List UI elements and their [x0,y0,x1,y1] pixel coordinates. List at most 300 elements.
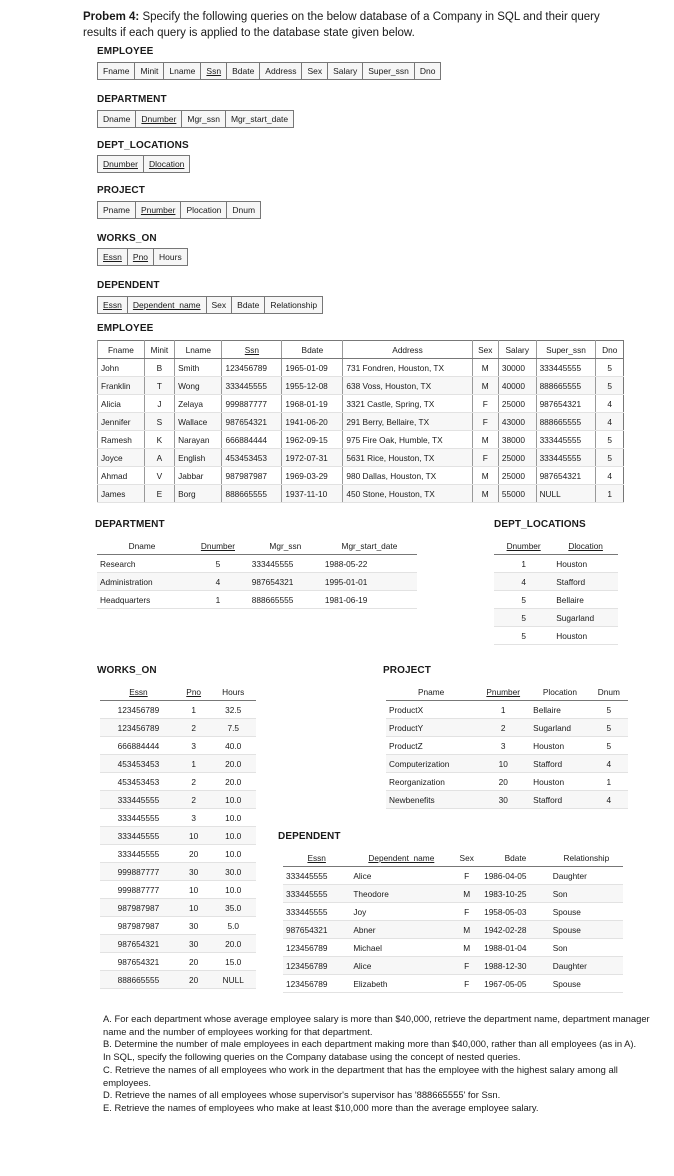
table-cell: 987654321 [283,921,350,939]
table-cell: 10 [177,827,211,845]
column-header: Pnumber [476,683,530,701]
table-row [98,395,624,413]
table-cell: Stafford [553,573,618,591]
table-cell: 10.0 [210,827,256,845]
table-cell: 999887777 [100,863,177,881]
table-cell: 4 [596,413,624,431]
table-cell: 888665555 [536,377,596,395]
table-cell: S [144,413,174,431]
table-cell: Alice [350,957,452,975]
table-row [283,975,623,993]
table-cell: 10.0 [210,791,256,809]
table-row [100,863,256,881]
table-cell: 987654321 [536,467,596,485]
table-cell: Michael [350,939,452,957]
schema-attribute: Lname [164,63,201,79]
schema-attribute: Dname [98,111,136,127]
table-cell: 888665555 [536,413,596,431]
table-row [100,953,256,971]
table-cell: 3321 Castle, Spring, TX [343,395,472,413]
table-cell: J [144,395,174,413]
column-header: Essn [283,849,350,867]
column-header: Dlocation [553,537,618,555]
schema-attribute: Sex [207,297,233,313]
dependent-table-label: DEPENDENT [278,831,341,842]
table-cell: Daughter [550,957,623,975]
table-row [283,885,623,903]
table-cell: 4 [590,755,628,773]
column-header: Dnumber [187,537,249,555]
table-cell: 999887777 [100,881,177,899]
table-cell: Abner [350,921,452,939]
table-row [98,413,624,431]
table-cell: 888665555 [222,485,282,503]
table-cell: 987654321 [100,953,177,971]
works-on-table [100,683,256,989]
schema-works-on [97,248,188,266]
table-cell: 5 [590,737,628,755]
table-cell: ProductZ [386,737,476,755]
table-cell: Joy [350,903,452,921]
column-header: Dname [97,537,187,555]
table-cell: Joyce [98,449,145,467]
table-cell: Newbenefits [386,791,476,809]
table-cell: F [472,449,498,467]
table-row [100,899,256,917]
table-cell: Franklin [98,377,145,395]
table-cell: 123456789 [283,975,350,993]
table-cell: 987654321 [100,935,177,953]
table-cell: 1942-02-28 [481,921,550,939]
problem-heading: Probem 4: [83,11,140,23]
table-row [494,573,618,591]
table-cell: Ahmad [98,467,145,485]
table-row [494,609,618,627]
table-row [100,809,256,827]
department-table-label: DEPARTMENT [95,519,165,530]
table-cell: Daughter [550,867,623,885]
table-cell: ProductY [386,719,476,737]
table-row [386,701,628,719]
table-cell: 888665555 [249,591,322,609]
table-cell: 987987987 [100,917,177,935]
project-table [386,683,628,809]
table-row [494,555,618,573]
table-row [494,627,618,645]
table-cell: M [472,377,498,395]
table-cell: 731 Fondren, Houston, TX [343,359,472,377]
table-row [283,957,623,975]
table-cell: 5 [590,719,628,737]
table-cell: 20.0 [210,935,256,953]
table-cell: 15.0 [210,953,256,971]
table-header-row [494,537,618,555]
schema-attribute: Essn [98,297,128,313]
schema-attribute: Pname [98,202,136,218]
question-item: C. Retrieve the names of all employees who work in the department that has the employee with the highest salary among all employees. [103,1063,618,1088]
column-header: Sex [472,341,498,359]
table-cell: 450 Stone, Houston, TX [343,485,472,503]
table-cell: Reorganization [386,773,476,791]
table-cell: 7.5 [210,719,256,737]
table-cell: 1988-05-22 [322,555,417,573]
table-cell: Houston [530,737,590,755]
table-cell: 123456789 [100,701,177,719]
table-cell: 333445555 [100,845,177,863]
schema-dept-locations [97,155,190,173]
table-cell: 20.0 [210,755,256,773]
schema-attribute: Plocation [181,202,227,218]
column-header: Address [343,341,472,359]
table-cell: 123456789 [100,719,177,737]
question-item: D. Retrieve the names of all employees whose supervisor's supervisor has '888665555' for Ssn. [103,1089,501,1101]
table-cell: Jabbar [175,467,222,485]
table-cell: 35.0 [210,899,256,917]
table-cell: 1955-12-08 [282,377,343,395]
table-row [100,917,256,935]
table-cell: 999887777 [222,395,282,413]
table-cell: 4 [590,791,628,809]
table-cell: 38000 [498,431,536,449]
table-cell: 55000 [498,485,536,503]
table-cell: Jennifer [98,413,145,431]
table-row [97,555,417,573]
questions [103,1013,651,1115]
table-row [100,701,256,719]
table-row [100,881,256,899]
table-cell: 30 [476,791,530,809]
table-cell: V [144,467,174,485]
table-cell: Narayan [175,431,222,449]
table-cell: 20.0 [210,773,256,791]
table-cell: 333445555 [222,377,282,395]
schema-attribute: Super_ssn [363,63,415,79]
table-cell: Wong [175,377,222,395]
table-cell: 30 [177,863,211,881]
project-table-label: PROJECT [383,665,431,676]
schema-attribute: Bdate [232,297,265,313]
column-header: Relationship [550,849,623,867]
table-cell: Computerization [386,755,476,773]
column-header: Pname [386,683,476,701]
table-cell: M [472,359,498,377]
table-row [100,719,256,737]
table-row [100,935,256,953]
table-cell: 1981-06-19 [322,591,417,609]
table-cell: 1 [590,773,628,791]
table-cell: 4 [187,573,249,591]
dept-locations-table [494,537,618,645]
table-cell: Wallace [175,413,222,431]
table-row [100,791,256,809]
table-cell: 30 [177,935,211,953]
table-cell: Headquarters [97,591,187,609]
table-cell: A [144,449,174,467]
table-row [283,939,623,957]
table-cell: English [175,449,222,467]
table-cell: 10.0 [210,845,256,863]
table-cell: 123456789 [283,939,350,957]
table-row [100,845,256,863]
table-cell: 40000 [498,377,536,395]
table-cell: K [144,431,174,449]
column-header: Pno [177,683,211,701]
table-row [386,737,628,755]
column-header: Sex [452,849,481,867]
table-cell: 10 [177,881,211,899]
table-cell: 1941-06-20 [282,413,343,431]
table-cell: NULL [210,971,256,989]
schema-attribute: Minit [135,63,164,79]
table-cell: 987987987 [222,467,282,485]
table-row [386,773,628,791]
table-cell: Son [550,885,623,903]
table-cell: 666884444 [222,431,282,449]
table-cell: 1 [476,701,530,719]
table-row [98,485,624,503]
table-cell: 30 [177,917,211,935]
table-cell: 1968-01-19 [282,395,343,413]
table-cell: 1 [187,591,249,609]
table-cell: 980 Dallas, Houston, TX [343,467,472,485]
schema-project [97,201,261,219]
table-row [98,359,624,377]
table-cell: F [472,395,498,413]
table-cell: 333445555 [100,791,177,809]
table-cell: Stafford [530,755,590,773]
table-cell: 30000 [498,359,536,377]
table-cell: 3 [177,809,211,827]
table-cell: Son [550,939,623,957]
table-cell: 1988-12-30 [481,957,550,975]
schema-works-on-label: WORKS_ON [97,233,157,244]
table-cell: 1958-05-03 [481,903,550,921]
table-cell: 4 [494,573,553,591]
table-cell: Alice [350,867,452,885]
table-cell: 3 [476,737,530,755]
table-cell: 123456789 [222,359,282,377]
table-cell: 1983-10-25 [481,885,550,903]
table-cell: 1 [596,485,624,503]
employee-table-label: EMPLOYEE [97,323,154,334]
table-cell: 3 [177,737,211,755]
table-cell: Sugarland [530,719,590,737]
table-cell: M [452,939,481,957]
table-row [98,431,624,449]
table-cell: M [472,431,498,449]
table-cell: 4 [596,395,624,413]
dependent-table [283,849,623,993]
table-cell: 333445555 [536,449,596,467]
problem-statement [83,9,603,41]
table-row [98,449,624,467]
table-cell: 20 [177,953,211,971]
table-cell: 20 [476,773,530,791]
table-cell: Stafford [530,791,590,809]
table-cell: Elizabeth [350,975,452,993]
schema-attribute: Dnum [232,205,256,215]
table-cell: 987987987 [100,899,177,917]
table-cell: 453453453 [100,755,177,773]
schema-attribute: Ssn [201,63,227,79]
table-cell: 1995-01-01 [322,573,417,591]
table-cell: 10.0 [210,809,256,827]
column-header: Hours [210,683,256,701]
table-cell: 333445555 [100,809,177,827]
column-header: Fname [98,341,145,359]
table-cell: 5 [596,377,624,395]
table-row [283,867,623,885]
table-cell: 1 [177,701,211,719]
table-header-row [97,537,417,555]
table-cell: 10.0 [210,881,256,899]
table-cell: NULL [536,485,596,503]
schema-attribute: Pnumber [136,202,182,218]
table-cell: 5 [494,591,553,609]
table-cell: 32.5 [210,701,256,719]
column-header: Salary [498,341,536,359]
table-cell: Theodore [350,885,452,903]
column-header: Bdate [481,849,550,867]
schema-attribute: Dependent_name [128,297,207,313]
schema-attribute: Salary [328,63,363,79]
table-cell: Smith [175,359,222,377]
table-cell: 5 [596,359,624,377]
column-header: Mgr_ssn [249,537,322,555]
table-cell: 2 [177,791,211,809]
table-cell: 987654321 [249,573,322,591]
column-header: Plocation [530,683,590,701]
table-row [98,377,624,395]
table-cell: 30.0 [210,863,256,881]
question-item: A. For each department whose average employee salary is more than $40,000, retrieve the department name, department manager name and the number of employees working for that department. [103,1013,650,1037]
schema-attribute: Dnumber [98,156,144,172]
table-row [100,827,256,845]
table-cell: 333445555 [249,555,322,573]
table-cell: F [452,975,481,993]
table-cell: 1988-01-04 [481,939,550,957]
schema-attribute: Essn [98,249,128,265]
table-cell: 1972-07-31 [282,449,343,467]
table-cell: 987654321 [536,395,596,413]
table-cell: 123456789 [283,957,350,975]
table-cell: 666884444 [100,737,177,755]
schema-employee-label: EMPLOYEE [97,46,154,57]
column-header: Bdate [282,341,343,359]
schema-project-label: PROJECT [97,185,145,196]
table-cell: Administration [97,573,187,591]
schema-attribute: Hours [159,252,182,262]
table-cell: Ramesh [98,431,145,449]
table-row [100,773,256,791]
table-cell: 25000 [498,467,536,485]
table-cell: 1962-09-15 [282,431,343,449]
table-cell: 2 [177,719,211,737]
schema-attribute: Mgr_start_date [230,114,289,124]
table-row [386,755,628,773]
table-row [100,737,256,755]
schema-attribute: Address [260,63,302,79]
table-row [97,591,417,609]
table-cell: Spouse [550,975,623,993]
table-cell: B [144,359,174,377]
table-header-row [386,683,628,701]
column-header: Mgr_start_date [322,537,417,555]
table-cell: 1967-05-05 [481,975,550,993]
table-row [283,903,623,921]
table-cell: F [452,867,481,885]
column-header: Dnumber [494,537,553,555]
table-row [98,467,624,485]
schema-attribute: Fname [98,63,135,79]
table-cell: 20 [177,845,211,863]
table-cell: 5 [590,701,628,719]
table-cell: 10 [476,755,530,773]
table-cell: ProductX [386,701,476,719]
table-cell: Spouse [550,921,623,939]
table-cell: 333445555 [100,827,177,845]
table-cell: 4 [596,467,624,485]
schema-dependent [97,296,323,314]
table-cell: 1986-04-05 [481,867,550,885]
table-cell: Alicia [98,395,145,413]
question-item: In SQL, specify the following queries on the Company database using the concept of nested queries. [103,1051,521,1063]
schema-attribute: Relationship [270,300,318,310]
table-cell: Sugarland [553,609,618,627]
schema-department-label: DEPARTMENT [97,94,167,105]
table-cell: 5 [494,609,553,627]
table-cell: 975 Fire Oak, Humble, TX [343,431,472,449]
table-cell: 1969-03-29 [282,467,343,485]
department-table [97,537,417,609]
table-header-row [98,341,624,359]
table-cell: 10 [177,899,211,917]
table-header-row [100,683,256,701]
table-row [97,573,417,591]
column-header: Dnum [590,683,628,701]
schema-attribute: Dno [419,66,436,76]
table-cell: John [98,359,145,377]
table-cell: 5 [494,627,553,645]
table-cell: 291 Berry, Bellaire, TX [343,413,472,431]
table-cell: Research [97,555,187,573]
table-row [386,719,628,737]
table-cell: 5 [596,449,624,467]
problem-intro: Specify the following queries on the below database of a Company in SQL and their query results if each query is applied to the database state given below. [83,11,600,39]
schema-attribute: Dlocation [148,159,185,169]
schema-dependent-label: DEPENDENT [97,280,160,291]
table-cell: F [452,957,481,975]
table-cell: M [472,467,498,485]
table-row [283,921,623,939]
table-row [494,591,618,609]
table-cell: M [452,921,481,939]
schema-attribute: Dnumber [136,111,182,127]
schema-department [97,110,294,128]
table-cell: Bellaire [530,701,590,719]
table-cell: M [452,885,481,903]
table-cell: 2 [476,719,530,737]
table-cell: Zelaya [175,395,222,413]
schema-dept-locations-label: DEPT_LOCATIONS [97,140,189,151]
works-on-table-label: WORKS_ON [97,665,157,676]
table-header-row [283,849,623,867]
table-cell: 333445555 [283,903,350,921]
column-header: Essn [100,683,177,701]
table-cell: 43000 [498,413,536,431]
table-cell: 5.0 [210,917,256,935]
table-cell: 987654321 [222,413,282,431]
